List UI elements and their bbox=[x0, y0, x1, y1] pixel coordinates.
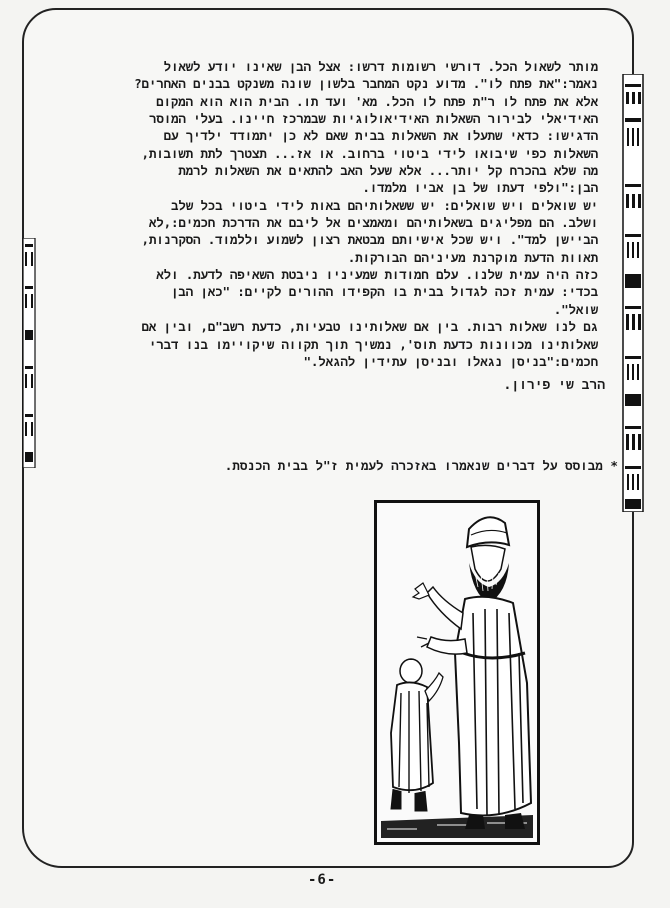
text-line: כזה היה עמית שלנו. עלם חמודות שמעיניו ניבטת השאיפה לדעת. ולא bbox=[156, 267, 598, 283]
woodcut-illustration bbox=[374, 500, 540, 845]
text-line: הביישן למד". ויש שכל אישיותם מבטאת רצון לשמוע וללמוד. הסקרנות, bbox=[141, 232, 598, 248]
text-line: הדגישו: כדאי שתעלו את השאלות בבית שאם לא כן יתמודד ילדיך עם bbox=[163, 128, 598, 144]
decorative-border-strip-right bbox=[622, 74, 644, 512]
text-line: בכדי: עמית זכה לגדול בבית בו הקפידו ההורים לקיים: "כאן הבן bbox=[170, 284, 598, 300]
text-line: חכמים:"בניסן נגאלו ובניסן עתידין להגאל." bbox=[303, 353, 598, 369]
page-number: -6- bbox=[308, 872, 337, 888]
text-line: גם לנו שאלות רבות. בין אם שאלותינו טבעיות, כדעת רשב"ם, ובין אם bbox=[141, 319, 598, 335]
text-line: תאוות הדעת מוקרנת מעיניהם הבורקות. bbox=[347, 249, 598, 265]
footnote: * מבוסס על דברים שנאמרו באזכרה לעמית ז"ל בבית הכנסת. bbox=[224, 458, 618, 473]
text-line: נאמר:"את פתח לו". מדוע נקט המחבר בלשון שונה משנקט בבנים האחרים? bbox=[134, 76, 598, 92]
text-line: יש שואלים ויש שואלים: יש ששאלותיהם באות לידי ביטוי בכל שלב bbox=[170, 197, 598, 213]
text-line: מה שלא בהכרח קל יותר... אלא שעל האב להתאים את השאלות לרמת bbox=[178, 163, 598, 179]
text-line: אלא את פתח לו ר"ת פתח לו הכל. מא' ועד תו. הבית הוא הוא המקום bbox=[156, 93, 598, 109]
text-line: האידיאלי לבירור השאלות האידיאולוגיות שבמרכז חיינו. בעלי המוסר bbox=[148, 111, 598, 127]
text-line: הבן:"ולפי דעתו של בן אביו מלמדו. bbox=[362, 180, 598, 196]
text-line: מותר לשאול הכל. דורשי רשומות דרשו: אצל הבן שאינו יודע לשאול bbox=[163, 59, 598, 74]
article-body bbox=[48, 58, 598, 370]
text-line: שאלותינו מכוונות כדעת תוס', נמשיך תוך תקווה שיקויימו בנו דברי bbox=[148, 336, 598, 352]
text-line: שואל". bbox=[553, 301, 598, 317]
author-signature: הרב שי פירון. bbox=[503, 378, 605, 393]
text-line: ושלב. הם מפליגים בשאלותיהם ומאמצים אל ליבם את הדרכת חכמים:,לא bbox=[148, 215, 598, 231]
decorative-border-strip-left bbox=[22, 238, 36, 468]
text-line: השאלות כפי שיבואו לידי ביטוי ברחוב. או אז... תצטרך לתת תשובות, bbox=[141, 145, 598, 161]
